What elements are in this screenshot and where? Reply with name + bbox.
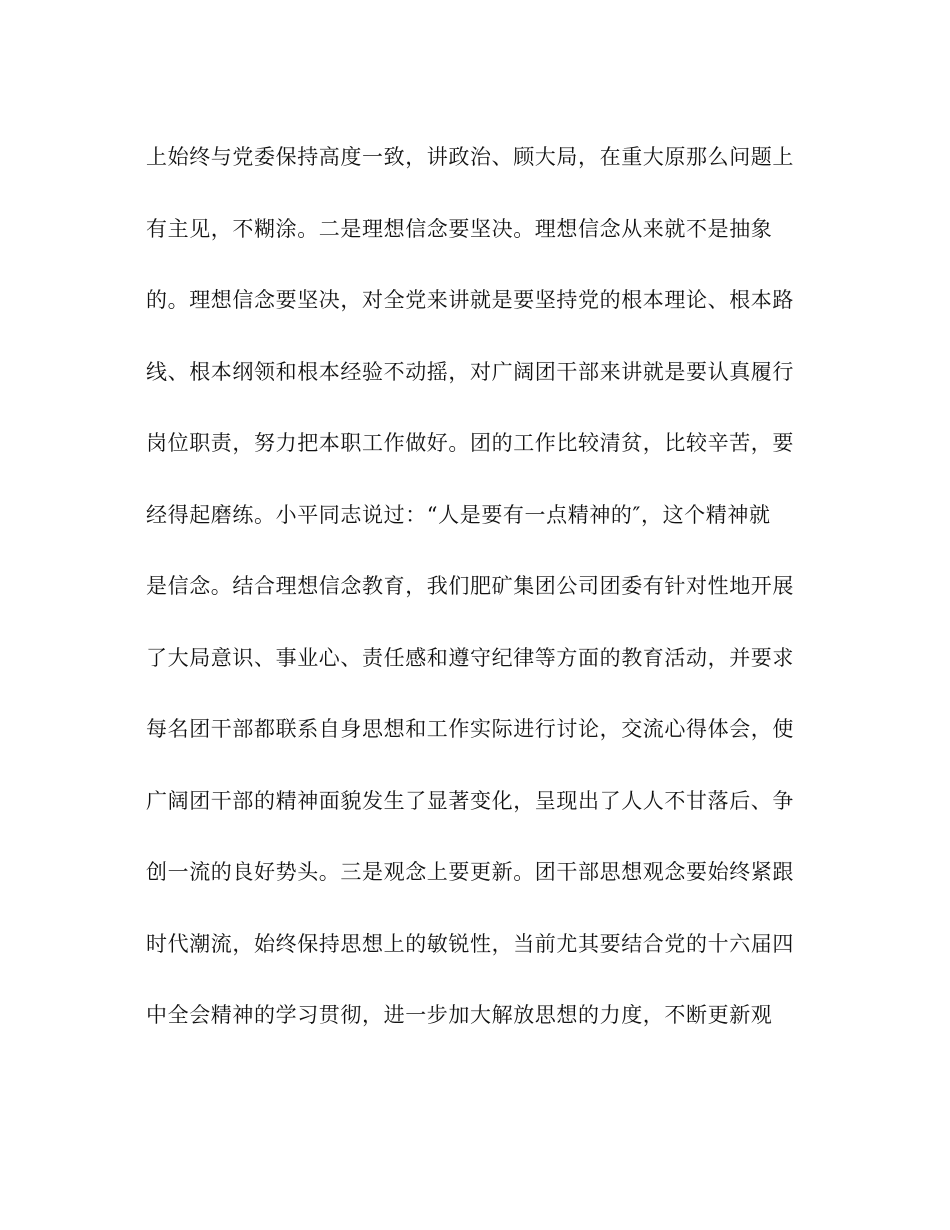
- text-line: 有主见，不糊涂。二是理想信念要坚决。理想信念从来就不是抽象: [146, 216, 773, 241]
- text-line: 的。理想信念要坚决，对全党来讲就是要坚持党的根本理论、根本路: [146, 288, 794, 312]
- text-line: 时代潮流，始终保持思想上的敏锐性，当前尤其要结合党的十六届四: [146, 931, 794, 956]
- text-line: 广阔团干部的精神面貌发生了显著变化，呈现出了人人不甘落后、争: [146, 788, 794, 813]
- text-line: 中全会精神的学习贯彻，进一步加大解放思想的力度，不断更新观: [146, 1003, 773, 1027]
- text-line: 岗位职责，努力把本职工作做好。团的工作比较清贫，比较辛苦，要: [146, 431, 794, 455]
- text-line: 了大局意识、事业心、责任感和遵守纪律等方面的教育活动，并要求: [146, 645, 794, 670]
- text-line: 线、根本纲领和根本经验不动摇，对广阔团干部来讲就是要认真履行: [146, 359, 794, 384]
- text-line: 是信念。结合理想信念教育，我们肥矿集团公司团委有针对性地开展: [146, 574, 794, 598]
- text-line: 创一流的良好势头。三是观念上要更新。团干部思想观念要始终紧跟: [146, 860, 794, 884]
- text-line: 上始终与党委保持高度一致，讲政治、顾大局，在重大原那么问题上: [146, 145, 794, 169]
- body-text: [146, 130, 816, 1060]
- text-line: 经得起磨练。小平同志说过：“人是要有一点精神的″，这个精神就: [146, 502, 771, 527]
- text-line: 每名团干部都联系自身思想和工作实际进行讨论，交流心得体会，使: [146, 717, 794, 741]
